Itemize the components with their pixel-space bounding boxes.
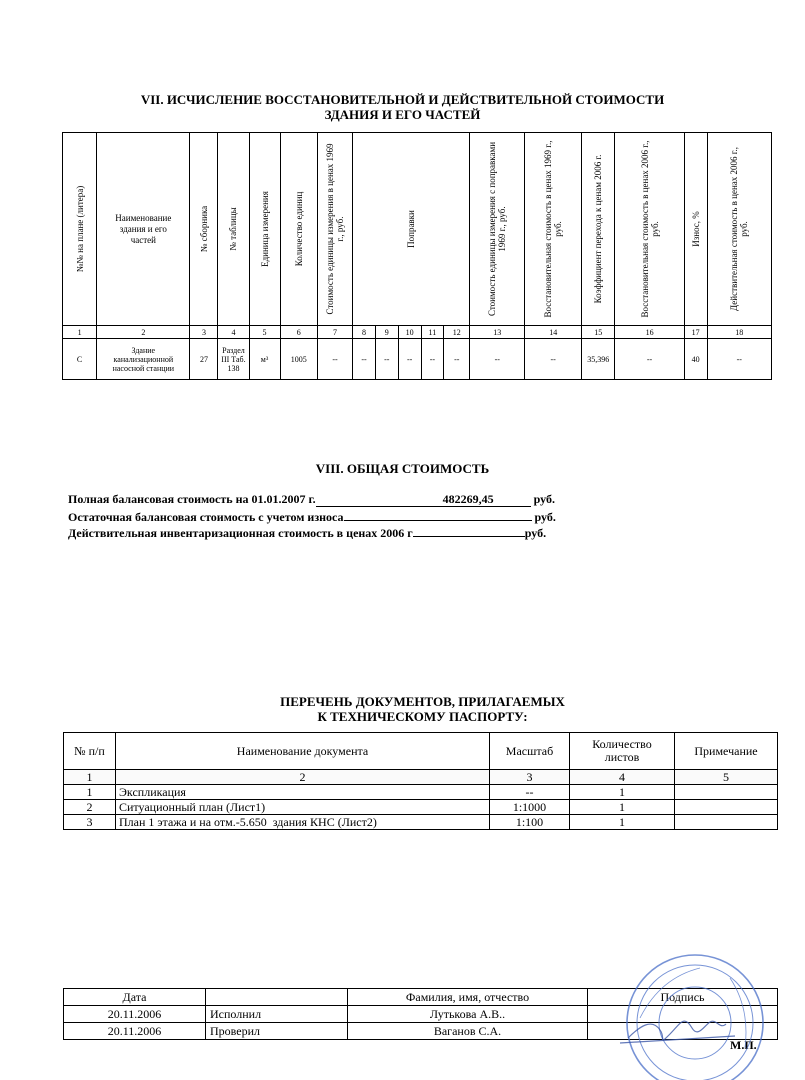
seal-place-mark: М.П. xyxy=(730,1038,757,1052)
header-table-number: № таблицы xyxy=(218,133,249,326)
full-balance-value: 482269,45 xyxy=(316,493,531,507)
total-line-full-balance xyxy=(68,491,628,507)
col-num: 8 xyxy=(353,326,376,339)
currency-label: руб. xyxy=(533,492,555,506)
cell-restoration-cost-2006: -- xyxy=(615,339,684,380)
doc-scale: 1:1000 xyxy=(490,800,570,815)
cell-building-name: Здание канализационной насосной станции xyxy=(97,339,190,380)
cell-restoration-cost-1969: -- xyxy=(525,339,582,380)
header-conversion-coefficient: Коэффициент перехода к ценам 2006 г. xyxy=(582,133,615,326)
header-corrections: Поправки xyxy=(353,133,470,326)
cell-correction: -- xyxy=(444,339,470,380)
cell-collection-number: 27 xyxy=(190,339,218,380)
sign-date: 20.11.2006 xyxy=(64,1006,206,1023)
header-role xyxy=(206,989,348,1006)
cell-unit: м³ xyxy=(249,339,280,380)
col-num: 4 xyxy=(570,770,675,785)
doc-num: 2 xyxy=(64,800,116,815)
column-number-row xyxy=(63,326,772,339)
header-sheet-count: Количество листов xyxy=(570,733,675,770)
header-note: Примечание xyxy=(675,733,778,770)
col-num: 16 xyxy=(615,326,684,339)
col-num: 3 xyxy=(490,770,570,785)
table-row xyxy=(64,815,778,830)
col-num: 7 xyxy=(317,326,352,339)
cell-table-number: Раздел III Таб. 138 xyxy=(218,339,249,380)
table-row xyxy=(64,800,778,815)
header-scale: Масштаб xyxy=(490,733,570,770)
cell-plan-number: С xyxy=(63,339,97,380)
col-num: 10 xyxy=(398,326,421,339)
currency-label: руб. xyxy=(524,526,547,540)
cell-correction: -- xyxy=(353,339,376,380)
col-num: 6 xyxy=(280,326,317,339)
header-restoration-cost-2006: Восстановительная стоимость в ценах 2006 г., руб. xyxy=(615,133,684,326)
header-signature: Подпись xyxy=(588,989,778,1006)
header-plan-number: №№ на плане (литера) xyxy=(63,133,97,326)
header-full-name: Фамилия, имя, отчество xyxy=(348,989,588,1006)
doc-note xyxy=(675,815,778,830)
full-balance-label: Полная балансовая стоимость на 01.01.2007 г. xyxy=(68,492,316,506)
col-num: 4 xyxy=(218,326,249,339)
doc-scale: 1:100 xyxy=(490,815,570,830)
residual-balance-value xyxy=(344,507,532,521)
doc-sheets: 1 xyxy=(570,785,675,800)
col-num: 2 xyxy=(97,326,190,339)
cell-unit-cost-1969: -- xyxy=(317,339,352,380)
header-unit: Единица измерения xyxy=(249,133,280,326)
doc-name: Ситуационный план (Лист1) xyxy=(116,800,490,815)
header-row xyxy=(63,133,772,326)
header-num: № п/п xyxy=(64,733,116,770)
col-num: 9 xyxy=(375,326,398,339)
header-restoration-cost-1969: Восстановительная стоимость в ценах 1969 г., руб. xyxy=(525,133,582,326)
cost-calculation-table xyxy=(62,132,772,380)
documents-column-number-row xyxy=(64,770,778,785)
doc-name: План 1 этажа и на отм.-5.650 здания КНС (Лист2) xyxy=(116,815,490,830)
documents-header-row xyxy=(64,733,778,770)
sign-role: Проверил xyxy=(206,1023,348,1040)
doc-note xyxy=(675,785,778,800)
table-row xyxy=(64,785,778,800)
col-num: 5 xyxy=(675,770,778,785)
section7-title-line2: ЗДАНИЯ И ЕГО ЧАСТЕЙ xyxy=(324,107,481,122)
doc-sheets: 1 xyxy=(570,800,675,815)
header-corrected-unit-cost: Стоимость единицы измерения с поправками 1969 г., руб. xyxy=(470,133,525,326)
inventory-value-value xyxy=(413,523,525,537)
col-num: 11 xyxy=(421,326,444,339)
header-document-name: Наименование документа xyxy=(116,733,490,770)
col-num: 1 xyxy=(64,770,116,785)
table-row xyxy=(63,339,772,380)
col-num: 15 xyxy=(582,326,615,339)
doc-num: 1 xyxy=(64,785,116,800)
header-collection-number: № сборника xyxy=(190,133,218,326)
total-line-inventory-value xyxy=(68,523,628,541)
inventory-value-label: Действительная инвентаризационная стоимость в ценах 2006 г xyxy=(68,526,413,540)
col-num: 17 xyxy=(684,326,707,339)
official-stamp-icon xyxy=(600,938,770,1080)
doc-num: 3 xyxy=(64,815,116,830)
col-num: 18 xyxy=(707,326,771,339)
doc-note xyxy=(675,800,778,815)
documents-title-line2: К ТЕХНИЧЕСКОМУ ПАСПОРТУ: xyxy=(317,709,528,724)
sign-role: Исполнил xyxy=(206,1006,348,1023)
col-num: 14 xyxy=(525,326,582,339)
col-num: 12 xyxy=(444,326,470,339)
doc-sheets: 1 xyxy=(570,815,675,830)
header-date: Дата xyxy=(64,989,206,1006)
sign-name: Ваганов С.А. xyxy=(348,1023,588,1040)
residual-balance-label: Остаточная балансовая стоимость с учетом износа xyxy=(68,510,344,524)
col-num: 2 xyxy=(116,770,490,785)
section7-title-line1: VII. ИСЧИСЛЕНИЕ ВОССТАНОВИТЕЛЬНОЙ И ДЕЙСТВИТЕЛЬНОЙ СТОИМОСТИ xyxy=(140,92,665,107)
sign-date: 20.11.2006 xyxy=(64,1023,206,1040)
col-num: 3 xyxy=(190,326,218,339)
doc-scale: -- xyxy=(490,785,570,800)
doc-name: Экспликация xyxy=(116,785,490,800)
header-actual-cost-2006: Действительная стоимость в ценах 2006 г., руб. xyxy=(707,133,771,326)
cell-correction: -- xyxy=(398,339,421,380)
cell-correction: -- xyxy=(421,339,444,380)
header-unit-count: Количество единиц xyxy=(280,133,317,326)
section8-title: VIII. ОБЩАЯ СТОИМОСТЬ xyxy=(315,461,490,476)
header-wear: Износ, % xyxy=(684,133,707,326)
cell-conversion-coefficient: 35,396 xyxy=(582,339,615,380)
header-unit-cost-1969: Стоимость единицы измерения в ценах 1969 г., руб. xyxy=(317,133,352,326)
col-num: 5 xyxy=(249,326,280,339)
cell-corrected-unit-cost: -- xyxy=(470,339,525,380)
sign-name: Лутькова А.В.. xyxy=(348,1006,588,1023)
cell-correction: -- xyxy=(375,339,398,380)
col-num: 13 xyxy=(470,326,525,339)
cell-actual-cost-2006: -- xyxy=(707,339,771,380)
cell-unit-count: 1005 xyxy=(280,339,317,380)
currency-label: руб. xyxy=(534,510,556,524)
cell-wear: 40 xyxy=(684,339,707,380)
header-building-name: Наименование здания и его частей xyxy=(97,133,190,326)
documents-title-line1: ПЕРЕЧЕНЬ ДОКУМЕНТОВ, ПРИЛАГАЕМЫХ xyxy=(280,694,565,709)
col-num: 1 xyxy=(63,326,97,339)
documents-table xyxy=(63,732,778,830)
